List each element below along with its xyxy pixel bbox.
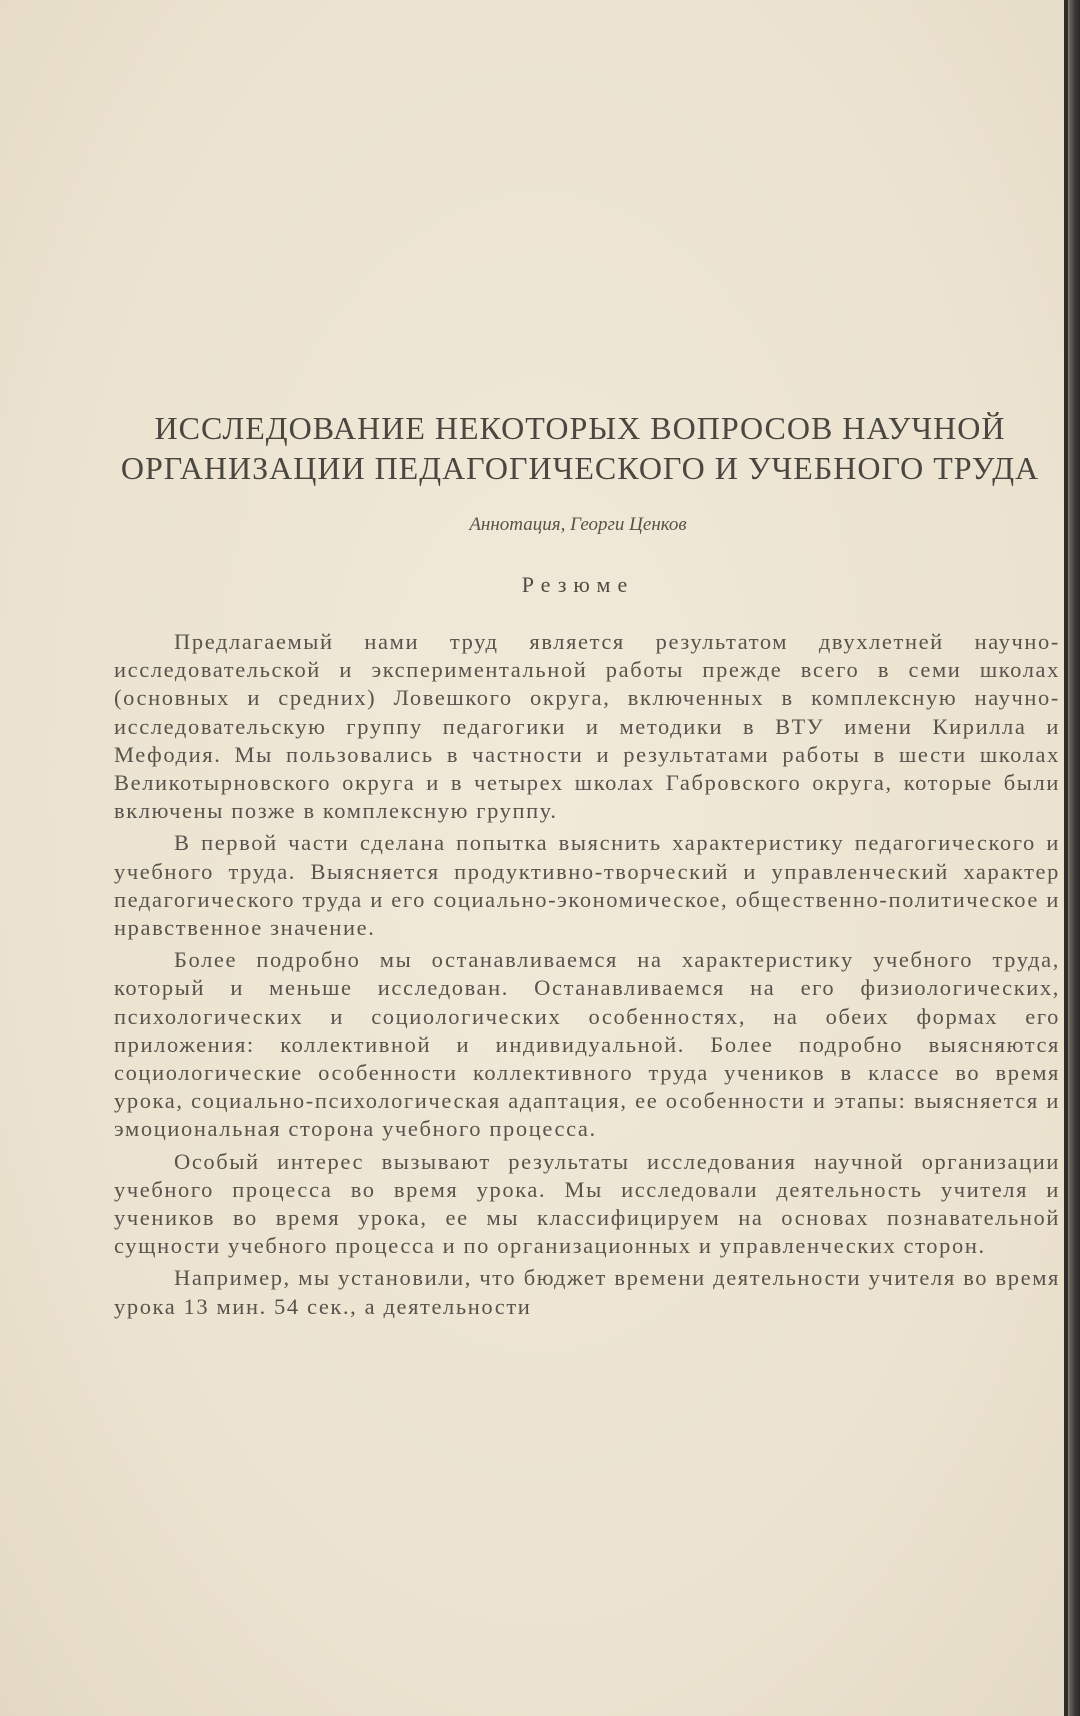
title-line-1: ИССЛЕДОВАНИЕ НЕКОТОРЫХ ВОПРОСОВ НАУЧНОЙ xyxy=(154,410,1006,446)
paragraph-3: Более подробно мы останавливаемся на характеристику учебного труда, который и меньше исследован. Останавливаемся на его физиологических, психологических и социологических особенностях, на обеих формах его приложения: коллективной и индивидуальной. Более подробно выясняются социологические особенности коллективного труда учеников в классе во время урока, социально-психологическая адаптация, ее особенности и этапы: выясняется и эмоциональная сторона учебного процесса. xyxy=(114,947,1060,1142)
body-text xyxy=(114,628,1060,1321)
section-heading: Резюме xyxy=(521,572,635,597)
author-line: Аннотация, Георги Ценков xyxy=(469,514,687,535)
paragraph-2: В первой части сделана попытка выяснить характеристику педагогического и учебного труда. Выясняется продуктивно-творческий и управленческий характер педагогического труда и его социально-экономическое, общественно-политическое и нравственное значение. xyxy=(114,830,1060,941)
paragraph-5: Например, мы установили, что бюджет времени деятельности учителя во время урока 13 мин. 54 сек., а деятельности xyxy=(114,1265,1060,1319)
title-line-2: ОРГАНИЗАЦИИ ПЕДАГОГИЧЕСКОГО И УЧЕБНОГО ТРУДА xyxy=(120,450,1040,486)
paragraph-1: Предлагаемый нами труд является результатом двухлетней научно-исследовательской и экспериментальной работы прежде всего в семи школах (основных и средних) Ловешкого округа, включенных в комплексную научно-исследовательскую группу педагогики и методики в ВТУ имени Кирилла и Мефодия. Мы пользовались в частности и результатами работы в шести школах Великотырновского округа и в четырех школах Габровского округа, которые были включены позже в комплексную группу. xyxy=(114,629,1060,824)
paragraph-4: Особый интерес вызывают результаты исследования научной организации учебного процесса во время урока. Мы исследовали деятельность учителя и учеников во время урока, ее мы классифицируем на основах познавательной сущности учебного процесса и по организационных и управленческих сторон. xyxy=(114,1148,1060,1259)
article-title xyxy=(100,408,1060,488)
book-spine-edge xyxy=(1064,0,1068,1716)
